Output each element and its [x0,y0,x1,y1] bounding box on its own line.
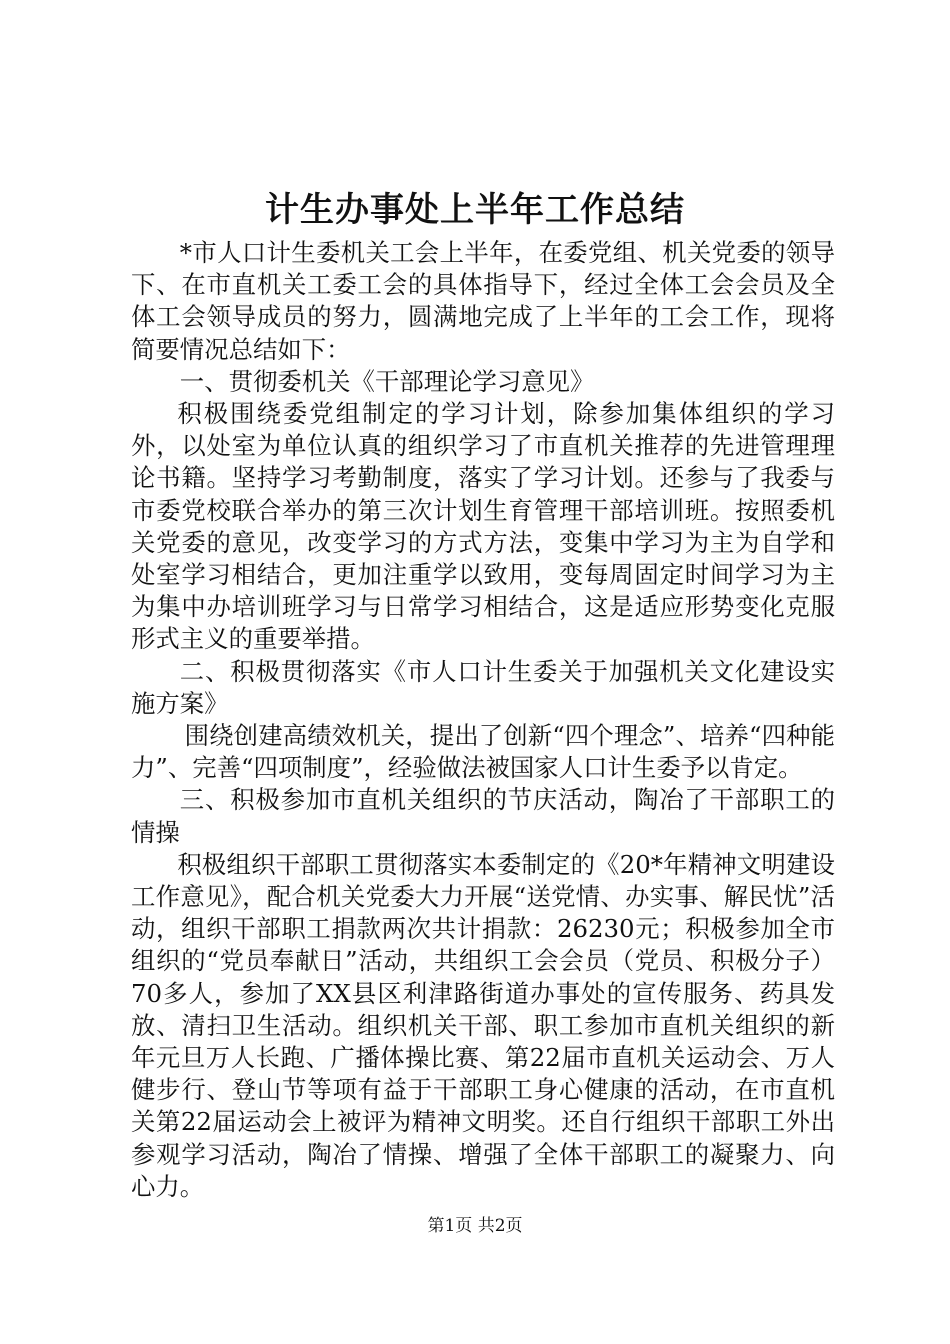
document-body [131,237,835,1203]
section-heading-2: 二、积极贯彻落实《市人口计生委关于加强机关文化建设实施方案》 [131,656,835,718]
page-number-footer: 第1页 共2页 [427,1216,523,1236]
intro-paragraph: *市人口计生委机关工会上半年，在委党组、机关党委的领导下、在市直机关工委工会的具体指导下，经过全体工会会员及全体工会领导成员的努力，圆满地完成了上半年的工会工作，现将简要情况总结如下： [131,238,835,364]
section-heading-1: 一、贯彻委机关《干部理论学习意见》 [179,366,595,396]
section-heading-3: 三、积极参加市直机关组织的节庆活动，陶冶了干部职工的情操 [131,785,835,847]
section-3-paragraph: 积极组织干部职工贯彻落实本委制定的《20*年精神文明建设工作意见》，配合机关党委大力开展“送党情、办实事、解民忧”活动，组织干部职工捐款两次共计捐款：26230元；积极参加全市组织的“党员奉献日”活动，共组织工会会员（党员、积极分子）70多人，参加了XX县区利津路街道办事处的宣传服务、药具发放、清扫卫生活动。组织机关干部、职工参加市直机关组织的新年元旦万人长跑、广播体操比赛、第22届市直机关运动会、万人健步行、登山节等项有益于干部职工身心健康的活动，在市直机关第22届运动会上被评为精神文明奖。还自行组织干部职工外出参观学习活动，陶冶了情操、增强了全体干部职工的凝聚力、向心力。 [131,849,835,1201]
document-title: 计生办事处上半年工作总结 [265,190,685,230]
section-1-paragraph: 积极围绕委党组制定的学习计划，除参加集体组织的学习外，以处室为单位认真的组织学习了市直机关推荐的先进管理理论书籍。坚持学习考勤制度，落实了学习计划。还参与了我委与市委党校联合举办的第三次计划生育管理干部培训班。按照委机关党委的意见，改变学习的方式方法，变集中学习为主为自学和处室学习相结合，更加注重学以致用，变每周固定时间学习为主为集中办培训班学习与日常学习相结合，这是适应形势变化克服形式主义的重要举措。 [131,399,835,654]
section-2-paragraph: 围绕创建高绩效机关，提出了创新“四个理念”、培养“四种能力”、完善“四项制度”，经验做法被国家人口计生委予以肯定。 [131,721,835,783]
